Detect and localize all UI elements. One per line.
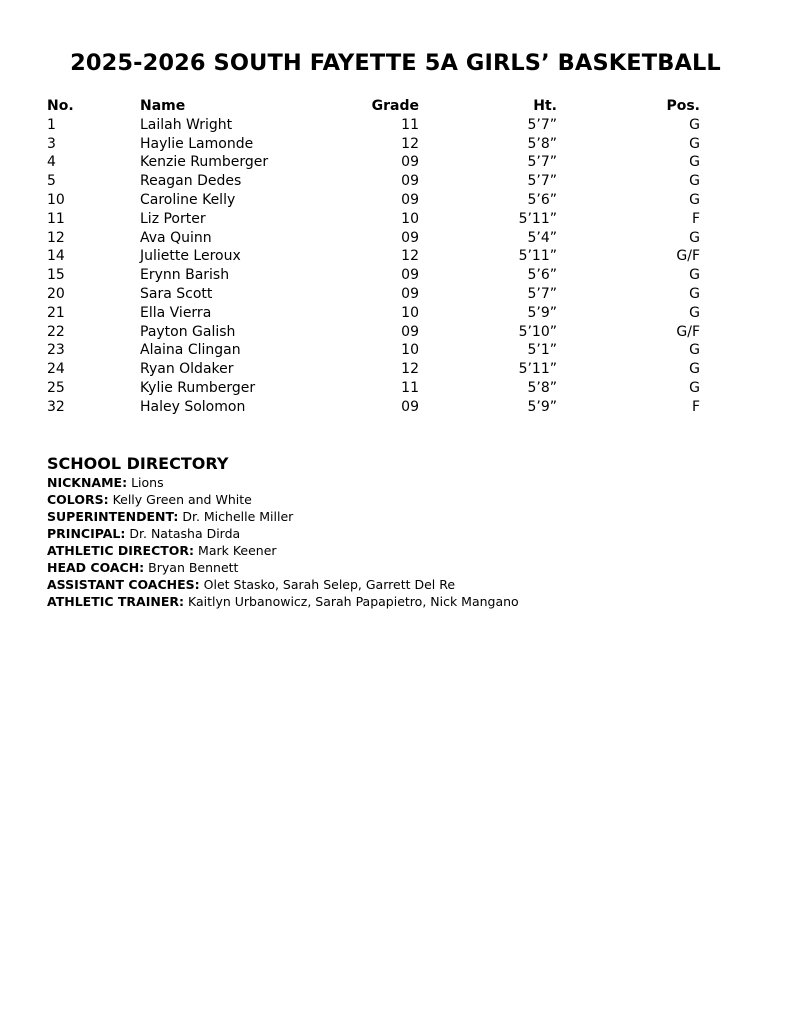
directory-entry xyxy=(47,542,747,559)
table-row xyxy=(47,247,700,266)
player-grade: 11 xyxy=(401,116,419,133)
player-position: G xyxy=(689,116,700,133)
player-number: 14 xyxy=(47,248,65,265)
player-grade: 11 xyxy=(401,379,419,396)
player-grade: 12 xyxy=(401,361,419,378)
player-grade: 09 xyxy=(401,323,419,340)
player-position: G xyxy=(689,191,700,208)
player-grade: 09 xyxy=(401,154,419,171)
player-grade: 10 xyxy=(401,210,419,227)
directory-value: Olet Stasko, Sarah Selep, Garrett Del Re xyxy=(203,577,456,592)
player-grade: 12 xyxy=(401,248,419,265)
player-position: G xyxy=(689,361,700,378)
player-height: 5’6” xyxy=(527,191,557,208)
player-height: 5’11” xyxy=(518,361,557,378)
table-row xyxy=(47,172,700,191)
player-position: G/F xyxy=(676,323,700,340)
player-name: Erynn Barish xyxy=(140,267,230,284)
directory-heading: SCHOOL DIRECTORY xyxy=(47,454,229,473)
player-grade: 09 xyxy=(401,229,419,246)
player-height: 5’7” xyxy=(527,173,557,190)
player-height: 5’6” xyxy=(527,267,557,284)
directory-entry xyxy=(47,593,747,610)
directory-list xyxy=(47,474,747,610)
player-position: G xyxy=(689,173,700,190)
player-grade: 09 xyxy=(401,191,419,208)
player-number: 1 xyxy=(47,116,56,133)
directory-entry xyxy=(47,491,747,508)
directory-label: ASSISTANT COACHES: xyxy=(47,577,200,592)
player-number: 22 xyxy=(47,323,65,340)
player-name: Ava Quinn xyxy=(140,229,212,246)
directory-label: COLORS: xyxy=(47,492,109,507)
directory-value: Mark Keener xyxy=(198,543,277,558)
table-row xyxy=(47,135,700,154)
directory-value: Dr. Natasha Dirda xyxy=(129,526,241,541)
player-number: 3 xyxy=(47,135,56,152)
player-number: 32 xyxy=(47,398,65,415)
player-grade: 09 xyxy=(401,285,419,302)
directory-label: ATHLETIC DIRECTOR: xyxy=(47,543,195,558)
player-name: Alaina Clingan xyxy=(140,342,241,359)
table-row xyxy=(47,266,700,285)
player-name: Kylie Rumberger xyxy=(140,379,256,396)
directory-label: NICKNAME: xyxy=(47,475,128,490)
player-height: 5’11” xyxy=(518,210,557,227)
player-name: Haley Solomon xyxy=(140,398,246,415)
directory-entry xyxy=(47,508,747,525)
player-grade: 12 xyxy=(401,135,419,152)
table-row xyxy=(47,285,700,304)
directory-value: Dr. Michelle Miller xyxy=(182,509,294,524)
header-no: No. xyxy=(47,98,74,114)
player-grade: 09 xyxy=(401,267,419,284)
table-row xyxy=(47,323,700,342)
directory-label: SUPERINTENDENT: xyxy=(47,509,179,524)
player-position: F xyxy=(691,398,700,415)
player-number: 12 xyxy=(47,229,65,246)
player-height: 5’8” xyxy=(527,135,557,152)
player-grade: 09 xyxy=(401,173,419,190)
roster-table xyxy=(47,97,700,417)
player-number: 10 xyxy=(47,191,65,208)
page-title: 2025-2026 SOUTH FAYETTE 5A GIRLS’ BASKETBALL xyxy=(70,50,721,76)
player-name: Ella Vierra xyxy=(140,304,212,321)
player-number: 5 xyxy=(47,173,56,190)
player-position: G xyxy=(689,135,700,152)
player-position: G xyxy=(689,304,700,321)
player-name: Payton Galish xyxy=(140,323,236,340)
header-name: Name xyxy=(140,98,186,114)
table-row xyxy=(47,360,700,379)
header-grade: Grade xyxy=(371,98,419,114)
player-name: Kenzie Rumberger xyxy=(140,154,269,171)
directory-label: HEAD COACH: xyxy=(47,560,145,575)
table-row xyxy=(47,210,700,229)
player-name: Lailah Wright xyxy=(140,116,233,133)
player-name: Haylie Lamonde xyxy=(140,135,254,152)
player-number: 11 xyxy=(47,210,65,227)
player-position: G xyxy=(689,342,700,359)
directory-value: Bryan Bennett xyxy=(148,560,239,575)
player-position: G xyxy=(689,267,700,284)
table-row xyxy=(47,116,700,135)
player-name: Caroline Kelly xyxy=(140,191,236,208)
table-row xyxy=(47,379,700,398)
player-name: Juliette Leroux xyxy=(140,248,241,265)
player-number: 23 xyxy=(47,342,65,359)
directory-entry xyxy=(47,474,747,491)
player-position: G xyxy=(689,379,700,396)
table-row xyxy=(47,153,700,172)
table-row xyxy=(47,341,700,360)
player-height: 5’4” xyxy=(527,229,557,246)
player-position: G xyxy=(689,154,700,171)
directory-label: ATHLETIC TRAINER: xyxy=(47,594,184,609)
directory-entry xyxy=(47,559,747,576)
table-row xyxy=(47,191,700,210)
school-directory xyxy=(47,454,747,610)
player-height: 5’7” xyxy=(527,154,557,171)
roster-header-row xyxy=(47,97,700,116)
player-name: Reagan Dedes xyxy=(140,173,242,190)
player-name: Liz Porter xyxy=(140,210,206,227)
player-number: 20 xyxy=(47,285,65,302)
directory-entry xyxy=(47,576,747,593)
player-height: 5’11” xyxy=(518,248,557,265)
player-position: G/F xyxy=(676,248,700,265)
roster-body xyxy=(47,116,700,417)
player-height: 5’10” xyxy=(518,323,557,340)
player-height: 5’1” xyxy=(527,342,557,359)
player-number: 25 xyxy=(47,379,65,396)
directory-value: Kaitlyn Urbanowicz, Sarah Papapietro, Nick Mangano xyxy=(187,594,519,609)
player-number: 24 xyxy=(47,361,65,378)
table-row xyxy=(47,304,700,323)
player-height: 5’9” xyxy=(527,398,557,415)
player-grade: 10 xyxy=(401,304,419,321)
player-height: 5’9” xyxy=(527,304,557,321)
table-row xyxy=(47,229,700,248)
player-height: 5’8” xyxy=(527,379,557,396)
player-grade: 09 xyxy=(401,398,419,415)
player-height: 5’7” xyxy=(527,285,557,302)
player-number: 15 xyxy=(47,267,65,284)
directory-value: Lions xyxy=(131,475,164,490)
header-position: Pos. xyxy=(666,98,700,114)
player-position: G xyxy=(689,229,700,246)
player-position: G xyxy=(689,285,700,302)
directory-value: Kelly Green and White xyxy=(112,492,252,507)
player-height: 5’7” xyxy=(527,116,557,133)
player-name: Ryan Oldaker xyxy=(140,361,234,378)
player-position: F xyxy=(691,210,700,227)
player-number: 4 xyxy=(47,154,56,171)
player-name: Sara Scott xyxy=(140,285,213,302)
directory-entry xyxy=(47,525,747,542)
player-grade: 10 xyxy=(401,342,419,359)
player-number: 21 xyxy=(47,304,65,321)
header-height: Ht. xyxy=(533,98,557,114)
table-row xyxy=(47,398,700,417)
directory-label: PRINCIPAL: xyxy=(47,526,126,541)
